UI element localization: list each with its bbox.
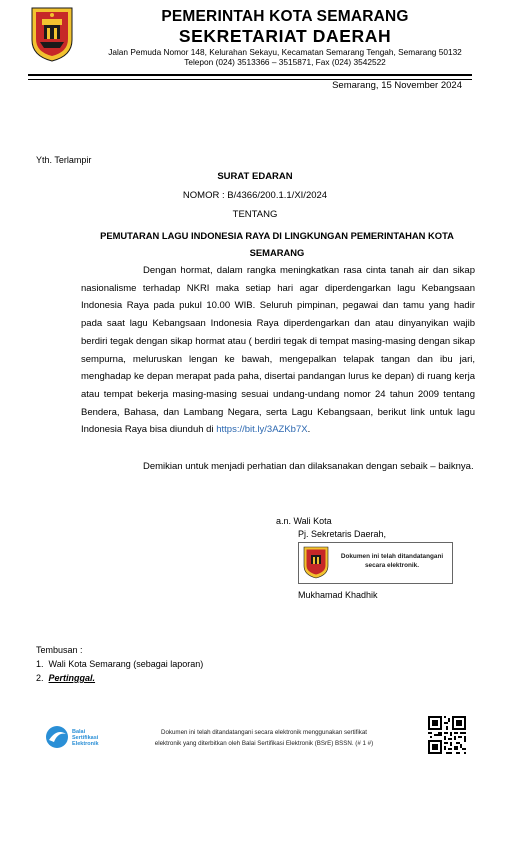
- closing-paragraph: [81, 458, 475, 475]
- stamp-text: Dokumen ini telah ditandatangani secara elektronik.: [340, 553, 444, 569]
- download-link[interactable]: https://bit.ly/3AZKb7X: [216, 424, 308, 436]
- letterhead-title-secretariat: SEKRETARIAT DAERAH: [178, 26, 392, 46]
- letter-type: SURAT EDARAN: [217, 171, 293, 182]
- link-suffix: .: [307, 424, 311, 436]
- signature-on-behalf: a.n. Wali Kota: [276, 516, 332, 526]
- svg-text:Balai: Balai: [72, 729, 86, 735]
- signature-position: Pj. Sekretaris Daerah,: [298, 529, 387, 539]
- letterhead-title-government: PEMERINTAH KOTA SEMARANG: [161, 8, 409, 25]
- electronic-signature-stamp: [298, 542, 453, 584]
- footer-line1: Dokumen ini telah ditandatangani secara elektronik menggunakan sertifikat: [160, 729, 368, 736]
- letter-body: [81, 262, 475, 439]
- letterhead-phone: Telepon (024) 3513366 – 3515871, Fax (024) 3542522: [184, 57, 386, 67]
- city-crest-logo: [30, 6, 74, 62]
- addressee: Yth. Terlampir: [36, 155, 92, 165]
- svg-text:Elektronik: Elektronik: [72, 741, 99, 747]
- svg-text:Sertifikasi: Sertifikasi: [72, 735, 99, 741]
- letterhead-address: Jalan Pemuda Nomor 148, Kelurahan Sekayu, Kecamatan Semarang Tengah, Semarang 50132: [108, 47, 462, 57]
- body-paragraph-text: Dengan hormat, dalam rangka meningkatkan rasa cinta tanah air dan sikap nasionalisme terhadap NKRI maka setiap hari agar diperdengarkan lagu Kebangsaan Indonesia Raya pada pukul 10.00 WIB. Seluruh pimpinan, pegawai dan tamu yang hadir pada saat lagu Kebangsaan Indonesia Raya diperdengarkan dan atau dinyanyikan wajib berdiri tegak dengan sikap hormat atau ( berdiri tegak di tempat masing-masing dengan sikap sempurna, meluruskan lengan ke bawah, mengepalkan telapak tangan dan ibu jari, menghadap ke depan merapat pada paha, disertai pandangan lurus ke depan) di ruang kerja atau tempat bekerja masing-masing sesuai undang-undang nomor 24 tahun 2009 tentang Bendera, Bahasa, dan Lambang Negara, serta Lagu Kebangsaan, berikut link untuk lagu Indonesia Raya bisa diunduh di: [81, 265, 475, 436]
- letter-subject-line2: SEMARANG: [249, 247, 305, 258]
- closing-text: Demikian untuk menjadi perhatian dan dilaksanakan dengan sebaik – baiknya.: [143, 461, 474, 472]
- copies-item-text: Wali Kota Semarang (sebagai laporan): [48, 659, 204, 669]
- letterhead-rule-thick: [28, 74, 472, 76]
- body-paragraph: [81, 262, 475, 439]
- letter-about: TENTANG: [232, 209, 278, 220]
- footer-line2: elektronik yang diterbitkan oleh Balai Sertifikasi Elektronik (BSrE) BSSN. (# 1 #): [154, 739, 374, 747]
- copies-item-number: 1.: [36, 659, 44, 669]
- bsre-logo: [44, 724, 110, 750]
- signature-crest-icon: [303, 546, 329, 579]
- signatory-name: Mukhamad Khadhik: [298, 590, 378, 600]
- copies-item-text: Pertinggal.: [48, 673, 96, 683]
- qr-code-icon[interactable]: [428, 716, 466, 754]
- letter-subject-line1: PEMUTARAN LAGU INDONESIA RAYA DI LINGKUNGAN PEMERINTAHAN KOTA: [100, 230, 454, 241]
- letter-number: NOMOR : B/4366/200.1.1/XI/2024: [182, 190, 328, 201]
- copies-item-1: [36, 659, 203, 669]
- copies-heading: Tembusan :: [36, 645, 83, 655]
- footer-note: [108, 728, 420, 749]
- letter-subject: [80, 227, 474, 261]
- copies-item-number: 2.: [36, 673, 44, 683]
- copies-item-2: [36, 673, 95, 683]
- letter-date: Semarang, 15 November 2024: [332, 80, 462, 91]
